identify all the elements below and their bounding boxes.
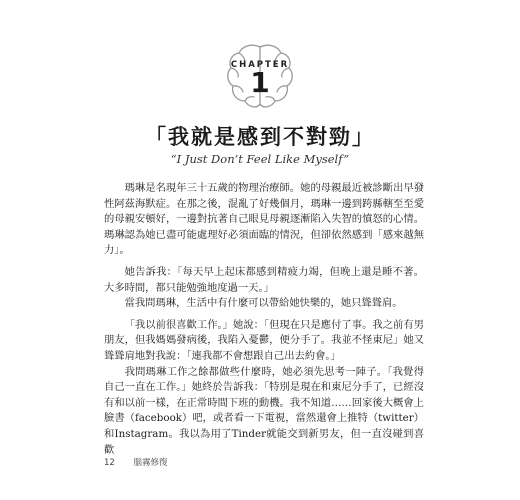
paragraph: 她告訴我：「每天早上起床都感到精疲力竭，但晚上還是睡不著。大多時間，都只能勉強地度過一天。」 [104,265,424,294]
paragraph: 我問瑪琳工作之餘都做些什麼時，她必須先思考一陣子。「我覺得自己一直在工作。」她終於告訴我：「特別是現在和東尼分手了，已經沒有和以前一樣，在正常時間下班的動機。我不知道……回家後大概會上臉書（facebook）吧，或者看一下電視，當然還會上推特（twitter）和Instagram。我以為用了Tinder就能交到新男友，但一直沒碰到喜歡 [104,365,424,456]
chapter-subtitle: “I Just Don’t Feel Like Myself” [170,152,350,166]
page-number: 12 [104,458,115,468]
chapter-label: CHAPTER [230,60,290,70]
chapter-title: 「我就是感到不對勁」 [145,125,375,149]
body-text [104,181,424,458]
paragraph: 瑪琳是名現年三十五歲的物理治療師。她的母親最近被診斷出早發性阿茲海默症。在那之後，混亂了好幾個月，瑪琳一邊到跨縣轄至至愛的母親安頓好，一邊對抗著自己眼見母親逐漸陷入失智的憤怒的心情。瑪琳認為她已盡可能處理好必須面臨的情況，但卻依然感到「感來越無力」。 [104,182,424,257]
paragraph: 「我以前很喜歡工作。」她說：「但現在只是應付了事。我之前有男朋友，但我媽媽發病後，我陷入憂鬱，便分手了。我並不怪東尼」她又聳聳肩地對我說：「連我都不會想跟自己出去約會。」 [104,318,424,362]
paragraph: 當我問瑪琳，生活中有什麼可以帶給她快樂的，她只聳聳肩。 [124,297,403,310]
chapter-badge [222,39,298,115]
page-footer [104,456,168,468]
chapter-number: 1 [250,66,270,99]
running-book-title: 腦霧修復 [133,458,168,468]
